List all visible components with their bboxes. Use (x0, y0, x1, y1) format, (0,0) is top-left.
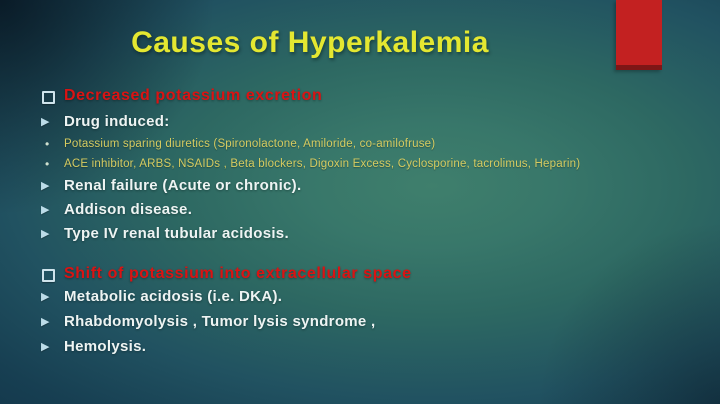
arrow-bullet-icon: ▶ (41, 228, 50, 240)
square-bullet-icon (40, 265, 64, 282)
arrow-bullet-icon: ▶ (41, 204, 50, 216)
arrow-bullet-icon: ▶ (41, 116, 50, 128)
list-item (40, 177, 680, 195)
dot-bullet-icon: • (45, 137, 50, 151)
list-item (40, 338, 680, 356)
list-item-text: Renal failure (Acute or chronic). (64, 177, 302, 194)
section-heading-row (40, 265, 680, 283)
list-item-text: Metabolic acidosis (i.e. DKA). (64, 288, 283, 305)
list-item (40, 137, 680, 151)
list-item-text: Type IV renal tubular acidosis. (64, 225, 289, 242)
list-item (40, 225, 680, 243)
section-heading: Decreased potassium excretion (64, 87, 323, 104)
list-item-text: Rhabdomyolysis , Tumor lysis syndrome , (64, 313, 376, 330)
list-item-text: Potassium sparing diuretics (Spironolactone, Amiloride, co-amilofruse) (64, 138, 436, 150)
list-item (40, 113, 680, 131)
accent-rectangle (616, 0, 662, 70)
arrow-bullet-icon: ▶ (41, 341, 50, 353)
slide-body (40, 84, 680, 356)
section-heading-row (40, 84, 680, 105)
list-item-text: ACE inhibitor, ARBS, NSAIDs , Beta blockers, Digoxin Excess, Cyclosporine, tacrolimus, Heparin) (64, 158, 581, 170)
arrow-bullet-icon: ▶ (41, 291, 50, 303)
section-heading: Shift of potassium into extracellular space (64, 265, 412, 282)
square-bullet-icon (40, 87, 64, 104)
list-item (40, 157, 680, 171)
list-item (40, 313, 680, 331)
list-item-text: Drug induced: (64, 113, 170, 130)
slide-title: Causes of Hyperkalemia (131, 26, 489, 59)
arrow-bullet-icon: ▶ (41, 180, 50, 192)
arrow-bullet-icon: ▶ (41, 316, 50, 328)
list-item-text: Hemolysis. (64, 338, 147, 355)
list-item (40, 288, 680, 306)
list-item (40, 201, 680, 219)
list-item-text: Addison disease. (64, 201, 193, 218)
dot-bullet-icon: • (45, 157, 50, 171)
